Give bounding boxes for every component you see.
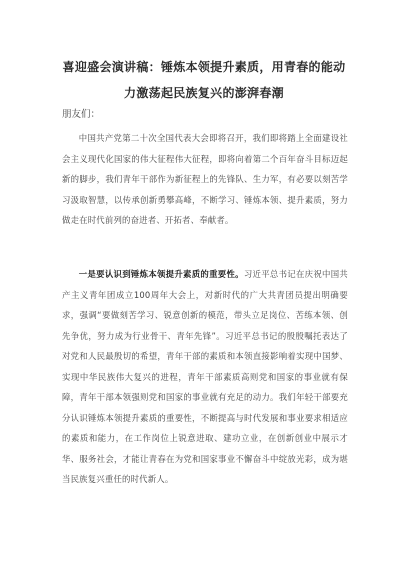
document-title: 喜迎盛会演讲稿：锤炼本领提升素质，用青春的能动力激荡起民族复兴的澎湃春潮: [62, 60, 346, 100]
paragraph-2: [62, 264, 348, 490]
salutation: 朋友们：: [62, 109, 101, 120]
paragraph-2-text: 习近平总书记在庆祝中国共产主义青年团成立100周年大会上，对新时代的广大共青团员提出明确要求，强调“要做刻苦学习、锐意创新的模范，带头立足岗位、苦练本领、创先争优，努力成为行业骨干、青年先锋”。习近平总书记的殷殷嘱托表达了对党和人民最殷切的希望，青年干部的素质和本领直接影响着实现中国梦、实现中华民族伟大复兴的进程，青年干部素质高则党和国家的事业就有保障，青年干部本领强则党和国家的事业就有充足的动力。我们年轻干部要充分认识锤炼本领提升素质的重要性，不断提高与时代发展和事业要求相适应的素质和能力，在工作岗位上锐意进取、建功立业，在创新创业中展示才华、服务社会，才能让青春在为党和国家事业不懈奋斗中绽放光彩，成为堪当民族复兴重任的时代新人。: [62, 269, 348, 484]
paragraph-1-text: 中国共产党第二十次全国代表大会即将召开，我们即将踏上全面建设社会主义现代化国家的伟大征程伟大征程，即将向着第二个百年奋斗目标迈起新的脚步，我们青年干部作为新征程上的先锋队、生力军，有必要以刻苦学习汲取智慧，以传承创新勇攀高峰，不断学习、锤炼本领、提升素质，努力做走在时代前列的奋进者、开拓者、奉献者。: [62, 133, 348, 225]
paragraph-1: [62, 128, 348, 231]
paragraph-2-lead: 一是要认识到锤炼本领提升素质的重要性。: [78, 269, 244, 279]
